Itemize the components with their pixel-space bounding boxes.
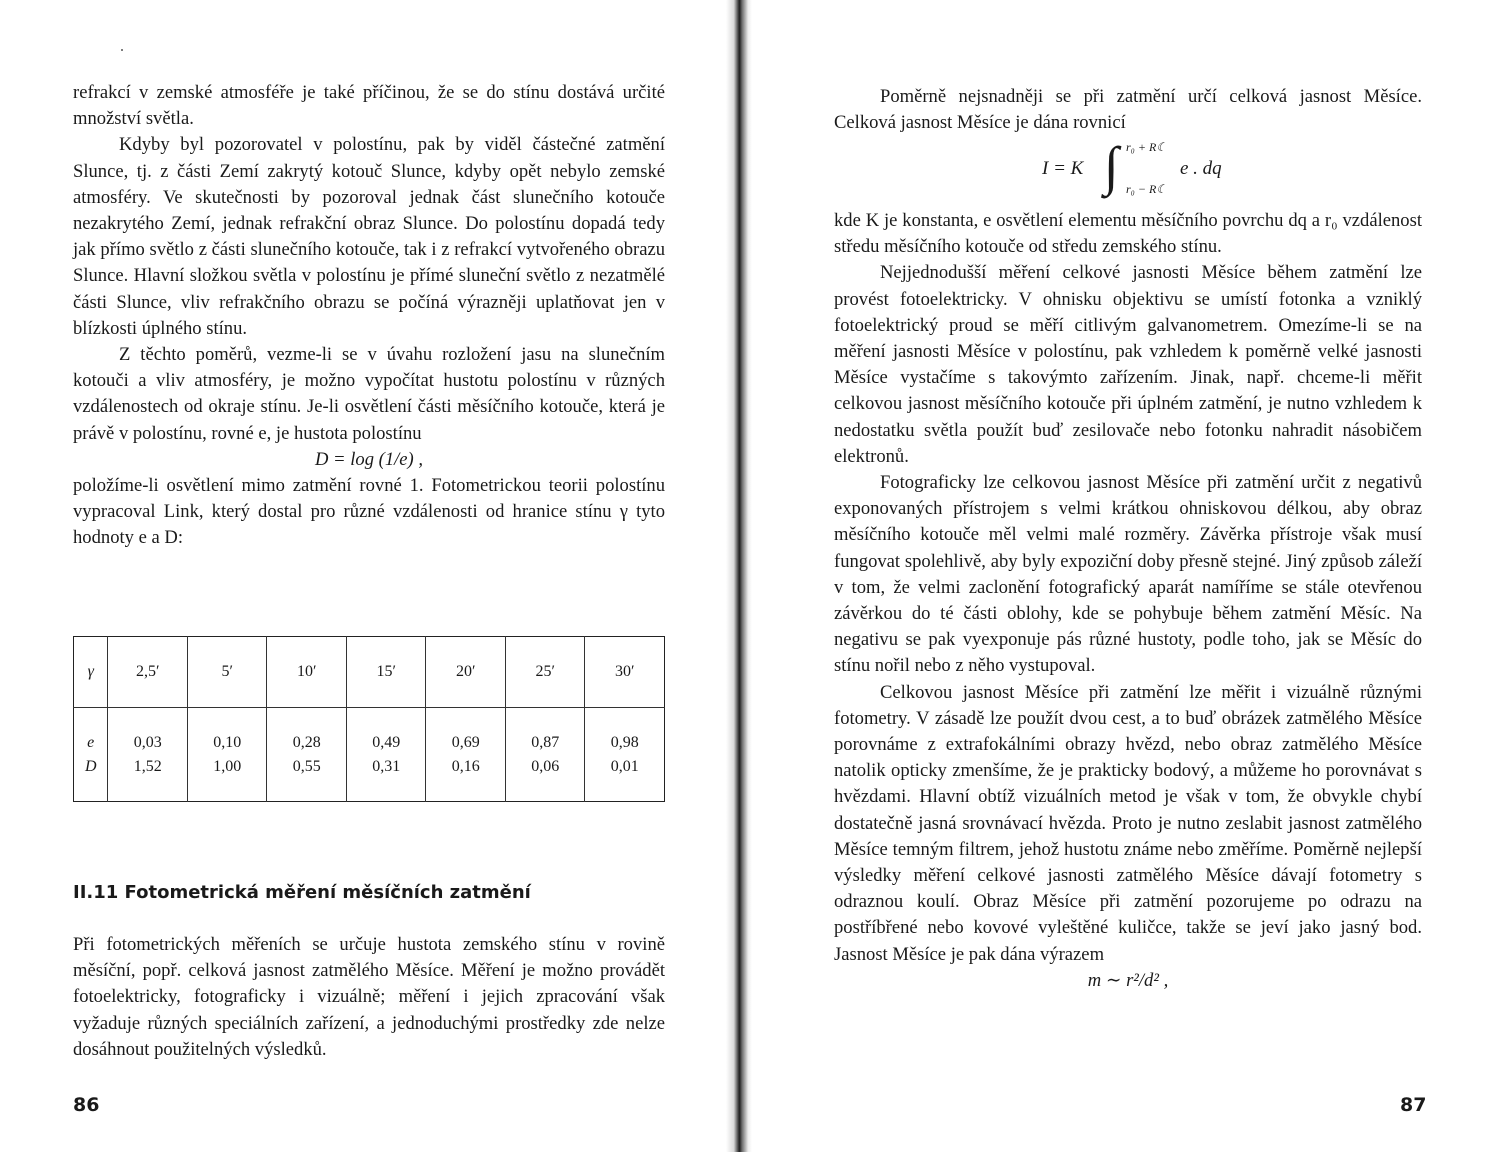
table-header-cell: 2,5′ — [108, 637, 188, 708]
print-speck — [121, 49, 123, 51]
integral-sign: ∫ — [1104, 136, 1119, 196]
section-heading: II.11 Fotometrická měření měsíčních zatmění — [73, 882, 531, 903]
paragraph: Fotograficky lze celkovou jasnost Měsíce při zatmění určit z negativů exponovaných přístrojem s velmi krátkou ohniskovou délkou, aby obraz měsíčního kotouče měl velmi malé rozměry. Závěrka přístroje však musí fungovat spolehlivě, aby byly expoziční doby přesně stejné. Jiný způsob záleží v tom, že velmi zaclonění fotografický aparát namíříme se stále otevřenou závěrkou do té části oblohy, kde se pohybuje během zatmění Měsíc. Na negativu se pak vyexponuje pás různé hustoty, podle toho, jak se Měsíc do stínu nořil nebo z něho vystupoval. — [834, 472, 1422, 677]
integrand: e . dq — [1180, 158, 1222, 179]
page-number: 87 — [1400, 1094, 1427, 1116]
right-intro-block — [834, 84, 1422, 136]
table-cell: 0,87 0,06 — [505, 708, 585, 802]
table-cell: e D — [74, 708, 108, 802]
right-page — [752, 0, 1506, 1152]
paragraph: Celkovou jasnost Měsíce při zatmění lze měřit i vizuálně různými fotometry. V zásadě lze použít dvou cest, a to buď obrázek zatmělého Měsíce porovnáme z extrafokálními obrazy hvězd, nebo obraz zatmělého Měsíce natolik opticky zmenšíme, že je prakticky bodový, a můžeme ho porovnávat s hvězdami. Hlavní obtíž vizuálních metod je však v tom, že obvykle chybí dostatečně jasná srovnávací hvězda. Proto je nutno zeslabit jasnost zatmělého Měsíce temným filtrem, jehož hustotu známe nebo změříme. Poměrně nejlepší výsledky měření celkové jasnosti zatmělého Měsíce dávají fotometry s odraznou koulí. Obraz Měsíce při zatmění pozorujeme po odrazu na postříbřené nebo kovové vyleštěné kuličce, takže se jeví jako jasný bod. Jasnost Měsíce je pak dána výrazem — [834, 681, 1422, 965]
table-header-cell: 5′ — [187, 637, 267, 708]
table-row — [74, 708, 665, 802]
penumbra-values-table — [73, 636, 665, 802]
table-cell: 0,28 0,55 — [267, 708, 347, 802]
table-cell: 0,49 0,31 — [346, 708, 426, 802]
integral-lhs: I = K — [1042, 158, 1084, 179]
table-cell: 0,10 1,00 — [187, 708, 267, 802]
table-cell: 0,03 1,52 — [108, 708, 188, 802]
table-header-cell: 25′ — [505, 637, 585, 708]
integral-upper-limit: r₀ + R☾ — [1126, 140, 1168, 154]
table-header-cell: 20′ — [426, 637, 506, 708]
paragraph: Z těchto poměrů, vezme-li se v úvahu rozložení jasu na slunečním kotouči a vliv atmosféry, je možno vypočítat hustotu polostínu v různých vzdálenostech od okraje stínu. Je-li osvětlení části měsíčního kotouče, která je právě v polostínu, rovné e, je hustota polostínu — [73, 344, 665, 444]
page-number: 86 — [73, 1094, 100, 1116]
integral-lower-limit: r₀ − R☾ — [1126, 182, 1168, 196]
paragraph: Kdyby byl pozorovatel v polostínu, pak by viděl částečné zatmění Slunce, tj. z části Zemí zakrytý kotouč Slunce, kdyby opět nebylo zemské atmosféry. Ve skutečnosti by pozoroval jednak část slunečního kotouče nezakrytého Zemí, jednak refrakční obraz Slunce. Do polostínu dopadá tedy jak přímo světlo z části slunečního kotouče, tak i z refrakcí vytvořeného obrazu Slunce. Hlavní složkou světla v polostínu je přímé sluneční světlo z nezatmělé části Slunce, vliv refrakčního obrazu se počíná výrazněji uplatňovat jen v blízkosti úplného stínu. — [73, 134, 665, 339]
left-page — [0, 0, 740, 1152]
paragraph: refrakcí v zemské atmosféře je také příčinou, že se do stínu dostává určité množství světla. — [73, 82, 665, 130]
table-cell: 0,69 0,16 — [426, 708, 506, 802]
paragraph: položíme-li osvětlení mimo zatmění rovné 1. Fotometrickou teorii polostínu vypracoval Link, který dostal pro různé vzdálenosti od hranice stínu γ tyto hodnoty e a D: — [73, 475, 665, 549]
table-header-cell: 10′ — [267, 637, 347, 708]
paragraph: Poměrně nejsnadněji se při zatmění určí celková jasnost Měsíce. Celková jasnost Měsíce je dána rovnicí — [834, 86, 1422, 134]
table-header-cell: γ — [74, 637, 108, 708]
density-formula: D = log (1/e) , — [314, 448, 424, 470]
paragraph: kde K je konstanta, e osvětlení elementu měsíčního povrchu dq a r₀ vzdálenost středu měsíčního kotouče od středu zemského stínu. — [834, 210, 1422, 258]
table-cell: 0,98 0,01 — [585, 708, 665, 802]
left-page-text-block — [73, 80, 665, 552]
section-text-block — [73, 932, 665, 1063]
brightness-integral — [1042, 136, 1262, 202]
right-main-block — [834, 208, 1422, 994]
table-header-cell: 15′ — [346, 637, 426, 708]
paragraph: Nejjednodušší měření celkové jasnosti Měsíce během zatmění lze provést fotoelektricky. V ohnisku objektivu se umístí fotonka a vzniklý fotoelektrický proud se měří citlivým galvanometrem. Omezíme-li se na měření jasnosti Měsíce v polostínu, pak vzhledem k poměrně velké jasnosti Měsíce vystačíme s takovýmto zařízením. Jinak, např. chceme-li měřit celkovou jasnost měsíčního kotouče při úplném zatmění, je nutno vzhledem k nedostatku světla použít buď zesilovače nebo fotonku nahradit násobičem elektronů. — [834, 262, 1422, 467]
magnitude-formula: m ∼ r²/d² , — [1087, 969, 1169, 991]
table-header-cell: 30′ — [585, 637, 665, 708]
table-header-row — [74, 637, 665, 708]
paragraph: Při fotometrických měřeních se určuje hustota zemského stínu v rovině měsíční, popř. celková jasnost zatmělého Měsíce. Měření je možno provádět fotoelektricky, fotograficky i vizuálně; měření i jejich zpracování však vyžaduje různých speciálních zařízení, a jednoduchými prostředky zde nelze dosáhnout použitelných výsledků. — [73, 934, 665, 1060]
